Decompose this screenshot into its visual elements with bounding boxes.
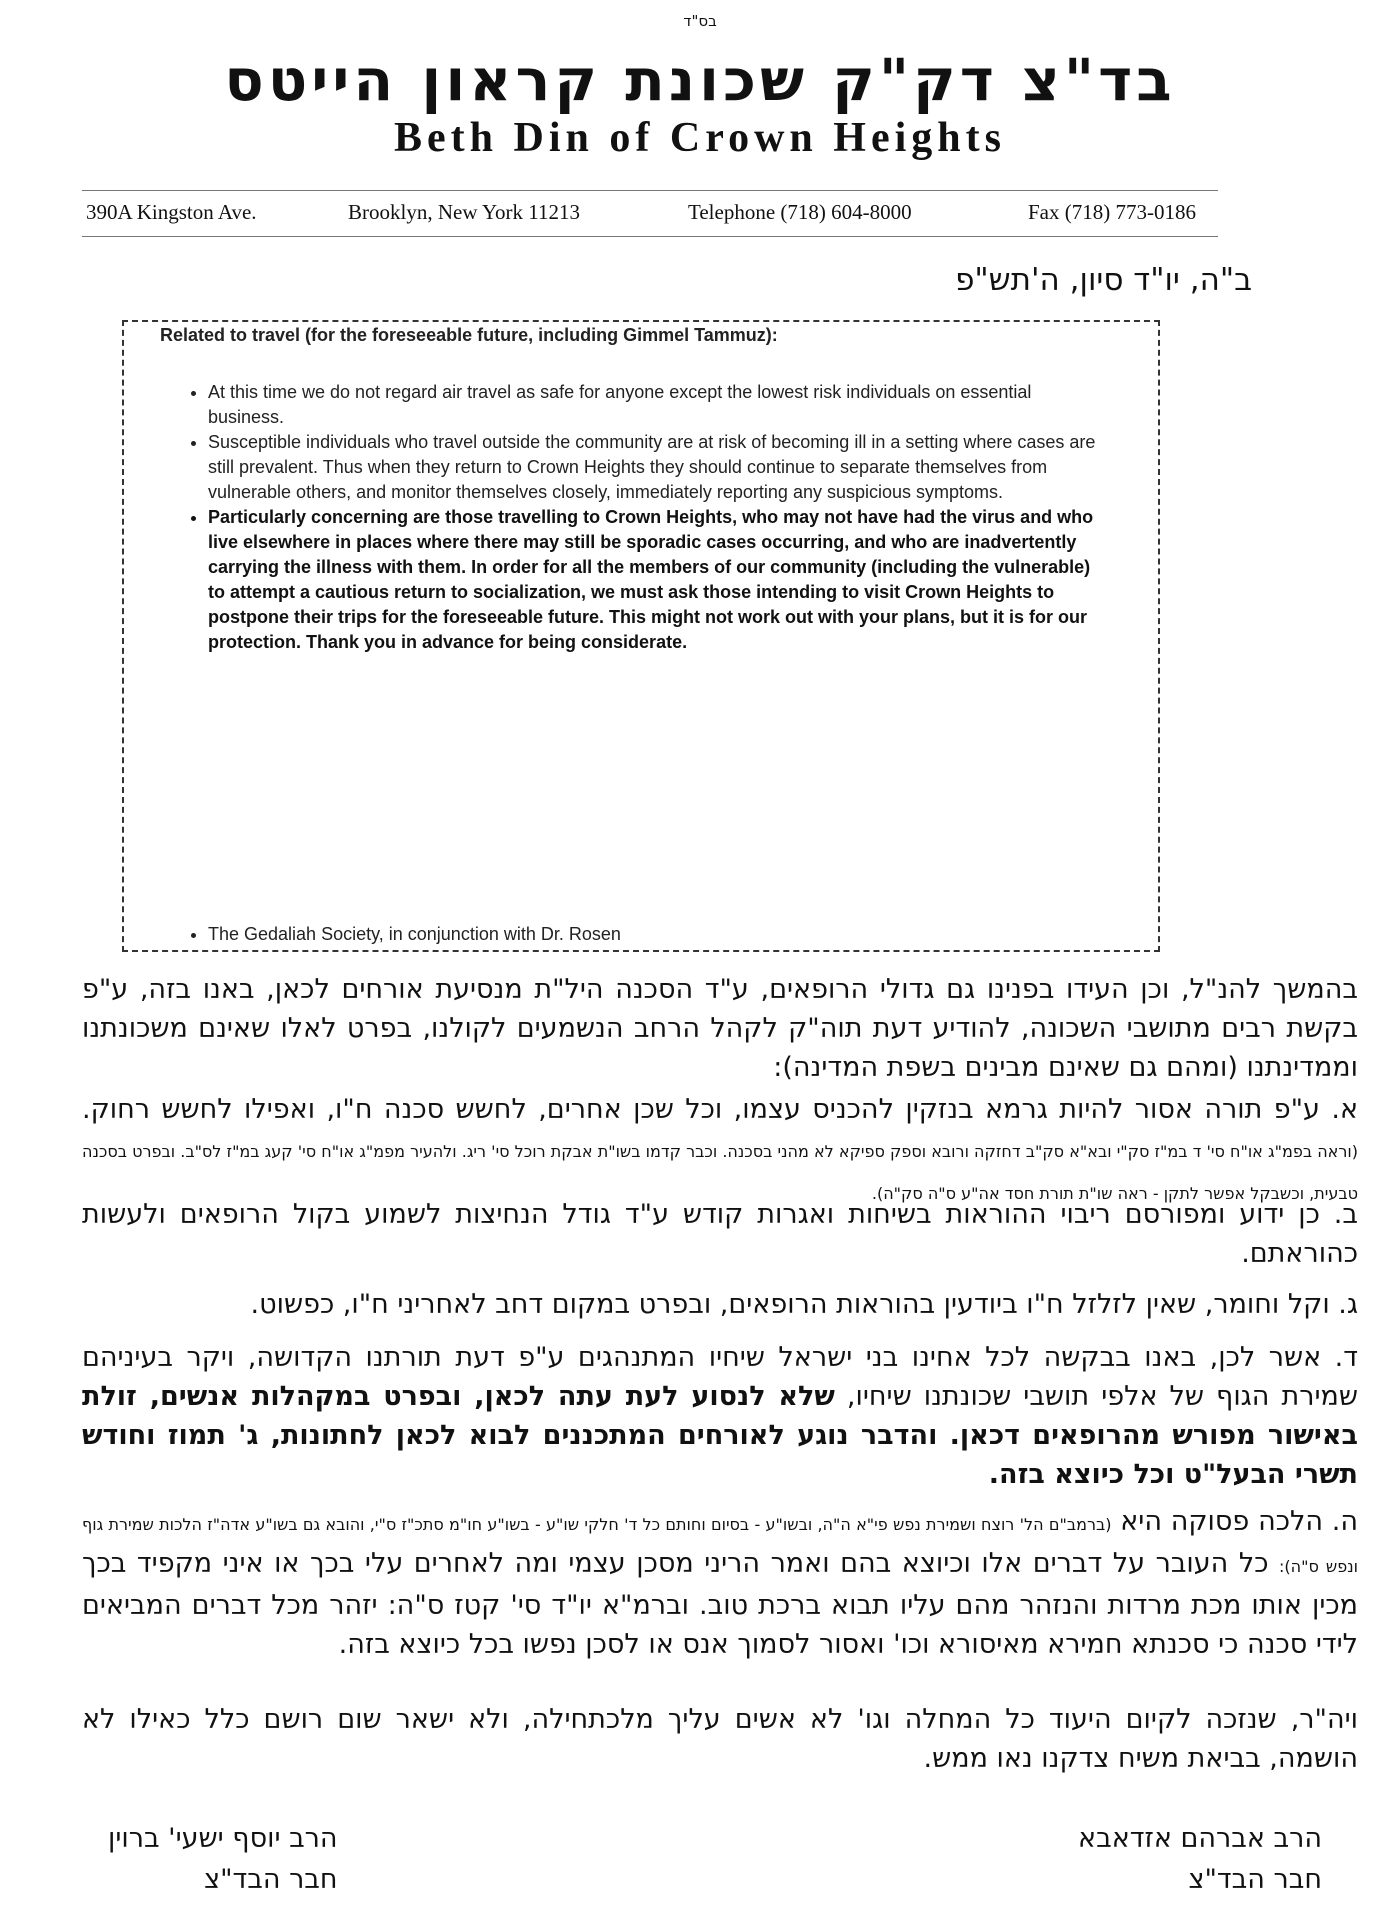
signatory-title: חבר הבד"צ: [204, 1864, 338, 1895]
paragraph-d-text: ד. אשר לכן, באנו בבקשה לכל אחינו בני ישראל שיחיו המתנהגים ע"פ דעת תורתנו הקדושה, ויקר בעיניהם שמירת הגוף של אלפי תושבי שכונתנו שיחיו,: [82, 1342, 1358, 1412]
signature-block-left: [108, 1818, 338, 1900]
bsd-mark: בס"ד: [683, 12, 717, 30]
letterhead-bottom-divider: [82, 236, 1218, 237]
signatory-name: הרב יוסף ישעי' ברוין: [108, 1823, 338, 1854]
notice-bullet: • At this time we do not regard air travel as safe for anyone except the lowest risk individuals on essential business.: [208, 380, 1108, 430]
letterhead-city: Brooklyn, New York 11213: [348, 200, 580, 224]
travel-notice-box: [122, 320, 1160, 952]
signature-block-right: [1078, 1818, 1322, 1900]
letter-date: ב"ה, יו"ד סיון, ה'תש"פ: [955, 262, 1252, 298]
paragraph-e-source-note: (ברמב"ם הל' רוצח ושמירת נפש פי"א ה"ה, ובשו"ע - בסיום וחותם כל ד' חלקי שו"ע - בשו"ע חו"מ סתכ"ז ס"י, והובא גם בשו"ע אדה"ז הלכות שמירת גוף ונפש ס"ה):: [82, 1515, 1358, 1576]
letterhead-address: 390A Kingston Ave.: [86, 200, 257, 224]
notice-footer-list: [162, 922, 1108, 947]
notice-heading: Related to travel (for the foreseeable future, including Gimmel Tammuz):: [160, 325, 778, 345]
letterhead-telephone: Telephone (718) 604-8000: [688, 200, 912, 224]
closing-paragraph: ויה"ר, שנזכה לקיום היעוד כל המחלה וגו' לא אשים עליך מלכתחילה, ולא ישאר שום רושם כלל כאילו לא הושמה, בביאת משיח צדקנו נאו ממש.: [82, 1704, 1358, 1774]
notice-bullet-list: [162, 380, 1108, 655]
paragraph-e-text: כל העובר על דברים אלו וכיוצא בהם ואמר הריני מסכן עצמי ומה לאחרים עלי בכך או איני מקפיד בכך מכין אותו מכת מרדות והנזהר מהם עליו תבוא ברכת טוב. וברמ"א יו"ד סי' קטז ס"ה: יזהר מכל דברים המביאים לידי סכנה כי סכנתא חמירא מאיסורא וכו' ואסור לסמוך אנס או לסכן נפשו בכל כיוצא בזה.: [82, 1548, 1358, 1660]
notice-bullet: • Susceptible individuals who travel outside the community are at risk of becoming ill in a setting where cases are still prevalent. Thus when they return to Crown Heights they should continue to separate themselves from vulnerable others, and monitor themselves closely, immediately reporting any suspicious symptoms.: [208, 430, 1108, 505]
paragraph-d-emphasis: שלא לנסוע לעת עתה לכאן, ובפרט במקהלות אנשים, זולת באישור מפורש מהרופאים דכאן. והדבר נוגע לאורחים המתכננים לבוא לכאן לחתונות, ג' תמוז וחודש תשרי הבעל"ט וכל כיוצא בזה.: [82, 1381, 1358, 1490]
paragraph-a-text: א. ע"פ תורה אסור להיות גרמא בנזקין להכניס עצמו, וכל שכן אחרים, לחשש סכנה ח"ו, ואפילו לחשש רחוק.: [82, 1094, 1358, 1125]
letterhead-top-divider: [82, 190, 1218, 191]
paragraph-e-intro: ה. הלכה פסוקה היא: [1120, 1506, 1358, 1537]
signatory-title: חבר הבד"צ: [1188, 1864, 1322, 1895]
letterhead-fax: Fax (718) 773-0186: [1028, 200, 1196, 224]
intro-paragraph: בהמשך להנ"ל, וכן העידו בפנינו גם גדולי הרופאים, ע"ד הסכנה היל"ת מנסיעת אורחים לכאן, באנו בזה, ע"פ בקשת רבים מתושבי השכונה, להודיע דעת תוה"ק לקהל הרחב הנשמעים לקולנו, בפרט לאלו שאינם משכונתנו וממדינתנו (ומהם גם שאינם מבינים בשפת המדינה):: [82, 974, 1358, 1083]
letterhead-title-english: Beth Din of Crown Heights: [394, 115, 1006, 161]
notice-footer: • The Gedaliah Society, in conjunction with Dr. Rosen: [208, 922, 1108, 947]
paragraph-b: ב. כן ידוע ומפורסם ריבוי ההוראות בשיחות ואגרות קודש ע"ד גודל הנחיצות לשמוע בקול הרופאים ולעשות כהוראתם.: [82, 1199, 1358, 1269]
notice-bullet-emphasis: • Particularly concerning are those travelling to Crown Heights, who may not have had the virus and who live elsewhere in places where there may still be sporadic cases occurring, and who are inadvertently carrying the illness with them. In order for all the members of our community (including the vulnerable) to attempt a cautious return to socialization, we must ask those intending to visit Crown Heights to postpone their trips for the foreseeable future. This might not work out with your plans, but it is for our protection. Thank you in advance for being considerate.: [208, 505, 1108, 655]
paragraph-e: [82, 1502, 1358, 1664]
signatory-name: הרב אברהם אזדאבא: [1078, 1823, 1322, 1854]
paragraph-d: [82, 1338, 1358, 1494]
paragraph-c: ג. וקל וחומר, שאין לזלזל ח"ו ביודעין בהוראות הרופאים, ובפרט במקום דחב לאחריני ח"ו, כפשוט.: [250, 1289, 1358, 1320]
paragraph-a-source-note: (וראה בפמ"ג או"ח סי' ד במ"ז סק"י ובא"א סק"ב דחזקה ורובא וספק ספיקא לא מהני בסכנה. וכבר קדמו בשו"ת אבקת רוכל סי' ריג. ולהעיר מפמ"ג או"ח סי' קעג במ"ז לס"ב. ובפרט בסכנה טבעית, וכשבקל אפשר לתקן - ראה שו"ת תורת חסד אה"ע ס"ה סק"ה).: [82, 1142, 1358, 1203]
letterhead-title-hebrew: בד"צ דק"ק שכונת קראון הייטס: [224, 46, 1176, 114]
